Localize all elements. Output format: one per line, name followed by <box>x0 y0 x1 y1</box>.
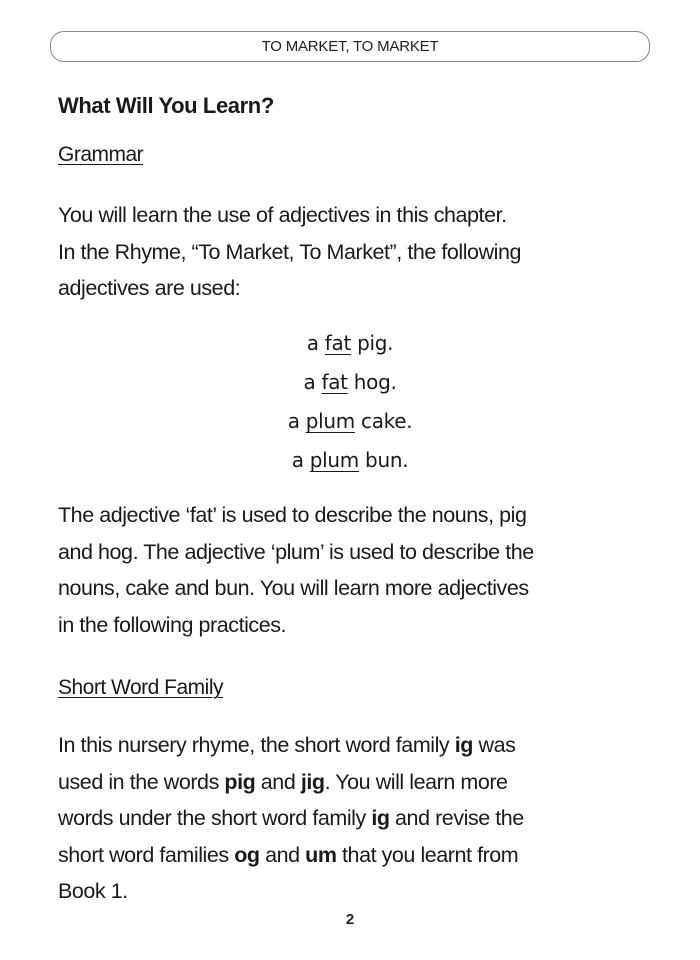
example-item <box>200 324 500 363</box>
text-run: Book 1. <box>58 879 128 903</box>
grammar-intro-line: You will learn the use of adjectives in this chapter. <box>58 203 507 227</box>
text-run: and <box>255 769 301 794</box>
example-article: a <box>303 370 316 394</box>
example-article: a <box>306 331 319 355</box>
chapter-title: TO MARKET, TO MARKET <box>261 38 439 55</box>
text-run: used in the words <box>58 769 225 794</box>
example-item <box>200 363 500 402</box>
short-word-family-heading: Short Word Family <box>58 676 223 699</box>
example-adjective: fat <box>321 370 348 394</box>
example-noun: cake. <box>361 409 413 433</box>
example-word-bold: pig <box>224 769 256 794</box>
example-article: a <box>291 448 304 472</box>
chapter-header-box <box>50 31 650 62</box>
example-adjective: plum <box>305 409 355 433</box>
grammar-intro <box>58 197 658 307</box>
grammar-explanation <box>58 497 658 643</box>
example-article: a <box>287 409 300 433</box>
text-run: was <box>472 733 516 757</box>
short-word-family-body <box>58 727 658 910</box>
example-word-bold: jig <box>300 769 325 794</box>
page-title: What Will You Learn? <box>58 93 274 118</box>
example-item <box>200 402 500 441</box>
example-adjective: plum <box>309 448 359 472</box>
explanation-line: and hog. The adjective ‘plum’ is used to describe the <box>58 539 534 564</box>
word-family-bold: og <box>234 842 260 867</box>
grammar-intro-line: adjectives are used: <box>58 276 241 300</box>
example-noun: pig. <box>357 331 394 355</box>
text-run: and <box>259 842 306 867</box>
text-run: In this nursery rhyme, the short word family <box>58 733 455 757</box>
text-run: . You will learn more <box>324 769 508 794</box>
text-run: words under the short word family <box>58 806 372 830</box>
word-family-bold: um <box>305 842 337 867</box>
example-noun: bun. <box>365 448 409 472</box>
word-family-bold: ig <box>454 733 473 757</box>
explanation-line: nouns, cake and bun. You will learn more adjectives <box>58 576 529 600</box>
explanation-line: in the following practices. <box>58 612 287 637</box>
grammar-intro-line: In the Rhyme, “To Market, To Market”, the following <box>58 239 521 264</box>
explanation-line: The adjective ‘fat’ is used to describe the nouns, pig <box>58 503 527 527</box>
text-run: and revise the <box>389 806 524 830</box>
grammar-heading: Grammar <box>58 143 144 166</box>
text-run: that you learnt from <box>336 842 519 867</box>
example-noun: hog. <box>353 370 397 394</box>
page-number: 2 <box>345 911 355 928</box>
text-run: short word families <box>58 842 235 867</box>
example-adjective: fat <box>324 331 352 355</box>
word-family-bold: ig <box>371 806 390 830</box>
adjective-examples-list <box>200 324 500 480</box>
example-item <box>200 441 500 480</box>
